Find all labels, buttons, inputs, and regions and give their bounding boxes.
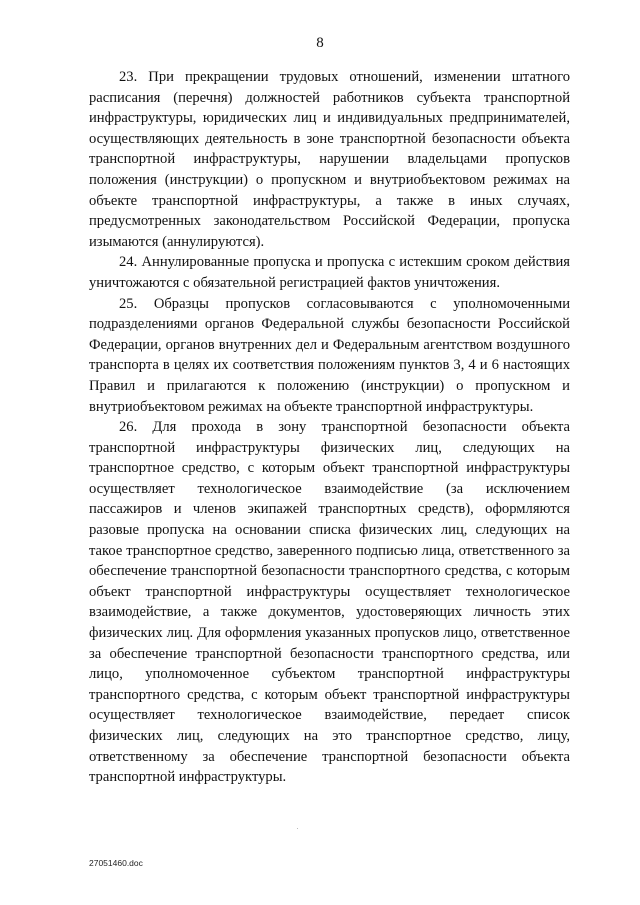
paragraph-23: 23. При прекращении трудовых отношений, изменении штатного расписания (перечня) должностей работников субъекта транспортной инфраструктуры, юридических лиц и индивидуальных предпринимателей, осуществляющих деятельность в зоне транспортной безопасности объекта транспортной инфраструктуры, нарушении владельцами пропусков положения (инструкции) о пропускном и внутриобъектовом режимах на объекте транспортной инфраструктуры, а также в иных случаях, предусмотренных законодательством Российской Федерации, пропуска изымаются (аннулируются). — [89, 69, 570, 250]
paragraph-25: 25. Образцы пропусков согласовываются с уполномоченными подразделениями органов Федеральной службы безопасности Российской Федерации, органов внутренних дел и Федеральным агентством воздушного транспорта в целях их соответствия положениям пунктов 3, 4 и 6 настоящих Правил и прилагаются к положению (инструкции) о пропускном и внутриобъектовом режимах на объекте транспортной инфраструктуры. — [89, 295, 570, 415]
paragraph-26: 26. Для прохода в зону транспортной безопасности объекта транспортной инфраструктуры физических лиц, следующих на транспортное средство, с которым объект транспортной инфраструктуры осуществляет технологическое взаимодействие (за исключением пассажиров и членов экипажей транспортных средств), оформляются разовые пропуска на основании списка физических лиц, следующих на такое транспортное средство, заверенного подписью лица, ответственного за обеспечение транспортной безопасности транспортного средства, с которым объект транспортной инфраструктуры осуществляет технологическое взаимодействие, а также документов, удостоверяющих личность этих физических лиц. Для оформления указанных пропусков лицо, ответственное за обеспечение транспортной безопасности транспортного средства, или лицо, уполномоченное субъектом транспортной инфраструктуры транспортного средства, с которым объект транспортной инфраструктуры осуществляет технологическое взаимодействие, передает список физических лиц, следующих на это транспортное средство, лицу, ответственному за обеспечение транспортной безопасности объекта транспортной инфраструктуры. — [89, 419, 570, 786]
footer-file-code: 27051460.doc — [89, 858, 143, 868]
page-number: 8 — [316, 35, 324, 51]
scan-speck — [297, 828, 298, 829]
document-body — [89, 67, 570, 788]
paragraph-24: 24. Аннулированные пропуска и пропуска с истекшим сроком действия уничтожаются с обязательной регистрацией фактов уничтожения. — [89, 254, 570, 291]
